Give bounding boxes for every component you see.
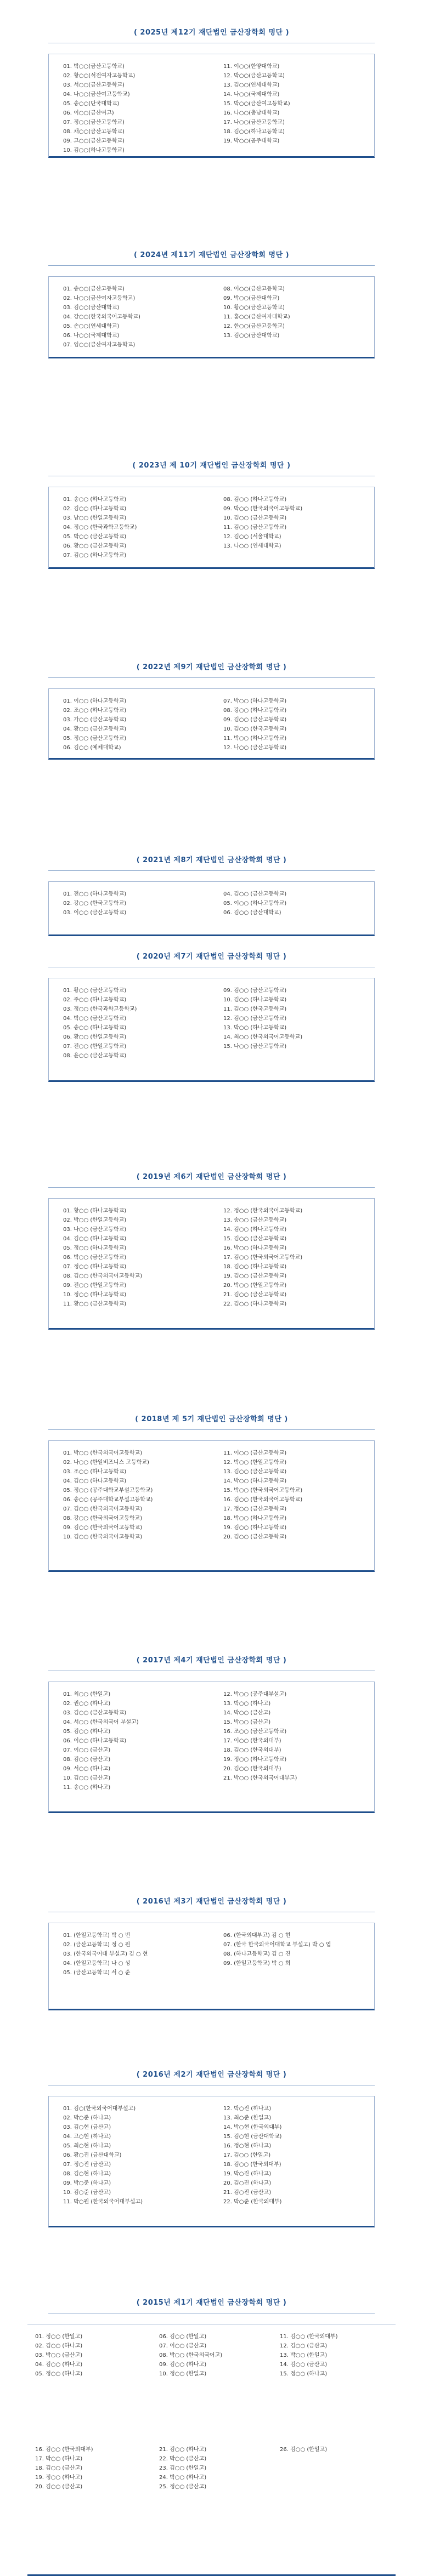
recipient-column-right <box>223 2104 281 2207</box>
list-item: 09. 김○○ (금산고등학교) <box>223 717 287 723</box>
list-item: 11. 이○○(한양대학교) <box>223 64 280 70</box>
list-item: 14. 나○○(국제대학교) <box>223 92 280 98</box>
recipient-box <box>48 487 375 569</box>
list-item: 02. 강○○ (한국고등학교) <box>63 901 127 907</box>
list-item: 14. 최○○ (한국외국어고등학교) <box>223 1034 303 1040</box>
list-item: 14. 박○현 (한국외대부) <box>223 2124 282 2130</box>
list-item: 12. 한○○(금산고등학교) <box>223 323 285 329</box>
list-item: 08. 채○○(금산고등학교) <box>63 129 125 135</box>
recipient-column-left <box>63 284 140 350</box>
list-item: 15. 정○○ (하나고) <box>280 2371 328 2377</box>
list-item: 13. 나○○ (연세대학교) <box>223 543 281 549</box>
list-item: 14. 박○○ (금산고) <box>223 1710 271 1716</box>
list-item: 21. 김○○ (금산고등학교) <box>223 1292 287 1298</box>
list-item: 01. 박○○(금산고등학교) <box>63 64 125 70</box>
recipient-column-left <box>63 1931 148 1977</box>
list-item: 09. 서○○ (하나고) <box>63 1766 111 1772</box>
list-item: 13. 박○○ (하나고) <box>223 1701 271 1707</box>
list-item: 03. 박○○ (금산고) <box>35 2352 83 2358</box>
list-item: 01. 황○○ (하나고등학교) <box>63 1208 127 1214</box>
list-item: 05. 송○○(단국대학교) <box>63 101 120 107</box>
list-item: 21. 박○○ (한국외국어대부고) <box>223 1775 297 1781</box>
list-item: 16. 나○○(충남대학교) <box>223 110 280 116</box>
recipient-column-right <box>223 1690 297 1783</box>
list-item: 11. 김○○ (금산고등학교) <box>223 525 287 531</box>
list-item: 14. 박○○ (하나고등학교) <box>223 1478 287 1484</box>
recipient-box <box>48 881 375 936</box>
list-item: 18. 김○○ (하나고등학교) <box>223 1264 287 1270</box>
list-item: 04. 강○○(한국외국어고등학교) <box>63 314 140 320</box>
list-item: 02. 주○○ (하나고등학교) <box>63 997 127 1003</box>
list-item: 15. 박○○ (금산고) <box>223 1719 271 1725</box>
recipient-column-right <box>223 986 302 1051</box>
list-item: 20. 김○○ (금산고) <box>35 2484 83 2490</box>
list-item: 11. 홍○○(금산여자대학교) <box>223 314 290 320</box>
list-item: 09. 박○○ (한국외국어고등학교) <box>223 506 303 512</box>
list-item: 08. 박○○ (한국외국어고) <box>159 2352 223 2358</box>
list-item: 16. 김○○ (한국외대부) <box>35 2447 93 2453</box>
list-item: 08. 김○○ (하나고등학교) <box>223 497 287 503</box>
list-item: 11. 박○원 (한국외국어대부설고) <box>63 2199 143 2205</box>
recipient-column <box>159 2332 222 2379</box>
list-item: 15. 김○○ (금산고등학교) <box>223 1236 287 1242</box>
list-item: 03. 김○○(금산대학교) <box>63 305 120 311</box>
recipient-column-right <box>223 62 290 146</box>
section-title: ( 2020년 제7기 재단법인 금산장학회 명단 ) <box>136 953 287 961</box>
list-item: 16. 정○현 (하나고) <box>223 2143 272 2149</box>
list-item: 01. 황○○ (금산고등학교) <box>63 988 127 994</box>
list-item: 06. 이○○ (하나고등학교) <box>63 1738 127 1744</box>
list-item: 01. 송○○ (하나고등학교) <box>63 497 127 503</box>
list-item: 13. 김○○(금산대학교) <box>223 333 280 339</box>
recipient-box <box>48 1198 375 1330</box>
title-divider <box>48 870 375 871</box>
list-item: 03. 나○○ (금산고등학교) <box>63 1227 127 1233</box>
list-item: 02. 김○○ (하나고) <box>35 2343 83 2349</box>
list-item: 20. 김○진 (하나고) <box>223 2180 272 2186</box>
list-item: 13. 김○○(연세대학교) <box>223 82 280 88</box>
list-item: 07. 김○○ (하나고등학교) <box>63 552 127 558</box>
list-item: 05. 이○○ (하나고등학교) <box>223 901 287 907</box>
list-item: 05. 정○○ (하나고) <box>35 2371 83 2377</box>
list-item: 07. (한국 한국외국어대학교 부설고) 박 ○ 엽 <box>223 1942 331 1948</box>
list-item: 11. 김○○ (한국외대부) <box>280 2334 338 2340</box>
list-item: 04. 고○현 (하나고) <box>63 2134 111 2140</box>
title-divider <box>48 1429 375 1430</box>
list-item: 26. 김○○ (한일고) <box>280 2447 328 2453</box>
list-item: 16. 박○○ (하나고등학교) <box>223 1245 287 1251</box>
list-item: 18. 김○○(하나고등학교) <box>223 129 285 135</box>
list-item: 17. 김○○ (한일고) <box>223 2152 271 2158</box>
list-item: 17. 김○○ (한국외국어고등학교) <box>223 1255 303 1261</box>
list-item: 02. 김○○ (하나고등학교) <box>63 506 127 512</box>
list-item: 21. 김○○ (하나고) <box>159 2447 207 2453</box>
list-item: 01. (한일고등학교) 박 ○ 빈 <box>63 1933 131 1939</box>
section-title: ( 2016년 제2기 재단법인 금산장학회 명단 ) <box>136 2071 287 2079</box>
list-item: 06. 이○○(금산여고) <box>63 110 114 116</box>
list-item: 08. 윤○○ (금산고등학교) <box>63 1053 127 1059</box>
section-title: ( 2019년 제6기 재단법인 금산장학회 명단 ) <box>136 1173 287 1181</box>
list-item: 13. 송○○ (금산고등학교) <box>223 1217 287 1223</box>
list-item: 09. 박○준 (하나고) <box>63 2180 111 2186</box>
list-item: 03. 정○○ (한국과학고등학교) <box>63 1006 137 1012</box>
title-divider <box>48 1187 375 1188</box>
list-item: 06. 황○○ (금산고등학교) <box>63 543 127 549</box>
list-item: 12. 박○○(금산고등학교) <box>223 73 285 79</box>
list-item: 06. 김○○ (금산대학교) <box>223 910 281 916</box>
list-item: 08. 강○○ (하나고등학교) <box>223 708 287 714</box>
recipient-column <box>280 2332 337 2379</box>
recipient-column <box>35 2445 93 2492</box>
list-item: 05. 정○○ (공주대학교부설고등학교) <box>63 1488 153 1494</box>
list-item: 18. 김○○ (한국외대부) <box>223 1747 281 1753</box>
section-title: ( 2016년 제3기 재단법인 금산장학회 명단 ) <box>136 1897 287 1906</box>
list-item: 15. 김○현 (금산대학교) <box>223 2134 282 2140</box>
list-item: 05. 정○○ (금산고등학교) <box>63 736 127 742</box>
list-item: 07. 이○○ (금산고) <box>159 2343 207 2349</box>
recipient-column-left <box>63 1449 153 1542</box>
list-item: 04. 김○○ (하나고등학교) <box>63 1236 127 1242</box>
list-item: 02. 박○준 (하나고) <box>63 2115 111 2121</box>
list-item: 03. 서○○(금산고등학교) <box>63 82 125 88</box>
list-item: 15. 박○○(금산여고등학교) <box>223 101 290 107</box>
list-item: 18. 김○○ (한국외대부) <box>223 2162 281 2168</box>
list-item: 17. 박○○ (하나고) <box>35 2456 83 2462</box>
recipient-box <box>48 1440 375 1572</box>
section-title: ( 2023년 제 10기 재단법인 금산장학회 명단 ) <box>132 461 291 470</box>
list-item: 02. 나○○ (한일비즈니스 고등학교) <box>63 1460 149 1466</box>
list-item: 08. 김○현 (하나고) <box>63 2171 111 2177</box>
recipient-box <box>48 978 375 1082</box>
list-item: 01. 최○○ (한일고) <box>63 1691 111 1697</box>
list-item: 21. 김○진 (금산고) <box>223 2190 272 2196</box>
list-item: 05. 박○○ (금산고등학교) <box>63 534 127 540</box>
list-item: 12. 김○○ (금산고) <box>280 2343 328 2349</box>
section-title: ( 2017년 제4기 재단법인 금산장학회 명단 ) <box>136 1656 287 1665</box>
list-item: 01. 정○○ (한일고) <box>35 2334 83 2340</box>
list-item: 20. 김○○ (금산고등학교) <box>223 1534 287 1540</box>
list-item: 01. 이○○ (하나고등학교) <box>63 698 127 704</box>
list-item: 04. (한일고등학교) 나 ○ 성 <box>63 1961 131 1967</box>
list-item: 07. 박○○ (하나고등학교) <box>223 698 287 704</box>
list-item: 17. 정○○ (금산고등학교) <box>223 1506 287 1512</box>
list-item: 12. 박○○ (한일고등학교) <box>223 1460 287 1466</box>
list-item: 18. 김○○ (금산고) <box>35 2465 83 2471</box>
section-title: ( 2018년 제 5기 재단법인 금산장학회 명단 ) <box>135 1415 288 1423</box>
list-item: 09. 전○○ (한일고등학교) <box>63 1283 127 1289</box>
recipient-column-left <box>63 986 137 1061</box>
list-item: 01. 김○(한국외국어대부설고) <box>63 2106 136 2112</box>
section-title: ( 2015년 제1기 재단법인 금산장학회 명단 ) <box>136 2299 287 2307</box>
list-item: 05. 손○○(연세대학교) <box>63 323 120 329</box>
list-item: 10. 김○○ (금산고) <box>63 1775 111 1781</box>
recipient-column-left <box>63 1206 142 1309</box>
recipient-column-right <box>223 1931 331 1968</box>
list-item: 04. 서○○ (한국외국어 부설고) <box>63 1719 139 1725</box>
recipient-box <box>48 276 375 358</box>
list-item: 04. 김○○ (금산고등학교) <box>223 891 287 897</box>
list-item: 09. 김○○ (하나고) <box>159 2362 207 2368</box>
list-item: 09. (한일고등학교) 박 ○ 희 <box>223 1961 291 1967</box>
list-item: 20. 김○○ (한국외대부) <box>223 1766 281 1772</box>
recipient-column-right <box>223 890 286 917</box>
list-item: 10. 정○○ (하나고등학교) <box>63 1292 127 1298</box>
recipient-column-right <box>223 697 286 753</box>
section-title: ( 2021년 제8기 재단법인 금산장학회 명단 ) <box>136 856 287 864</box>
list-item: 05. (금산고등학교) 서 ○ 준 <box>63 1970 131 1976</box>
list-item: 10. 김○준 (금산고) <box>63 2190 111 2196</box>
list-item: 03. 김○현 (금산고) <box>63 2124 111 2130</box>
list-item: 03. 가○○ (금산고등학교) <box>63 717 127 723</box>
list-item: 06. 박○○ (금산고등학교) <box>63 1255 127 1261</box>
list-item: 14. 김○○ (금산고) <box>280 2362 328 2368</box>
recipient-column-right <box>223 1206 302 1309</box>
list-item: 25. 정○○ (금산고) <box>159 2484 207 2490</box>
list-item: 16. 김○○ (한국외국어고등학교) <box>223 1497 303 1503</box>
list-item: 11. 이○○ (금산고등학교) <box>223 1450 287 1456</box>
list-item: 13. 최○준 (한일고) <box>223 2115 272 2121</box>
list-item: 07. 임○○(금산여자고등학교) <box>63 342 136 348</box>
list-item: 12. 김○○ (서울대학교) <box>223 534 281 540</box>
list-item: 08. (하나고등학교) 김 ○ 진 <box>223 1951 291 1957</box>
list-item: 13. 박○○ (하나고등학교) <box>223 1025 287 1031</box>
recipient-column-right <box>223 495 302 551</box>
list-item: 02. (금산고등학교) 정 ○ 원 <box>63 1942 131 1948</box>
list-item: 19. 김○○ (하나고등학교) <box>223 1525 287 1531</box>
list-item: 12. 나○○ (금산고등학교) <box>223 745 287 751</box>
list-item: 13. 박○○ (한일고) <box>280 2352 328 2358</box>
list-item: 02. 황○○(석전여자고등학교) <box>63 73 136 79</box>
list-item: 14. 김○○ (하나고등학교) <box>223 1227 287 1233</box>
list-item: 04. 황○○ (금산고등학교) <box>63 726 127 732</box>
list-item: 03. 남○○ (한일고등학교) <box>63 515 127 521</box>
list-item: 07. 정○○ (하나고등학교) <box>63 1264 127 1270</box>
list-item: 22. 박○○ (금산고) <box>159 2456 207 2462</box>
list-item: 01. 송○○(금산고등학교) <box>63 286 125 292</box>
recipient-box <box>27 2324 396 2576</box>
list-item: 03. (한국외국어대 부설고) 김 ○ 현 <box>63 1951 148 1957</box>
recipient-column-left <box>63 495 137 560</box>
section-title: ( 2022년 제9기 재단법인 금산장학회 명단 ) <box>136 663 287 671</box>
recipient-column <box>159 2445 206 2492</box>
section-title: ( 2025년 제12기 재단법인 금산장학회 명단 ) <box>133 29 290 37</box>
recipient-column-left <box>63 697 126 753</box>
list-item: 09. 고○○(금산고등학교) <box>63 138 125 144</box>
list-item: 07. 김○○ (한국외국어고등학교) <box>63 1506 143 1512</box>
list-item: 19. 박○진 (하나고) <box>223 2171 272 2177</box>
recipient-column <box>35 2332 82 2379</box>
list-item: 10. 김○○ (한국외국어고등학교) <box>63 1534 143 1540</box>
list-item: 11. 김○○ (한국고등학교) <box>223 1006 287 1012</box>
recipient-box <box>48 54 375 158</box>
list-item: 11. 송○○ (하나고) <box>63 1785 111 1791</box>
list-item: 04. 정○○ (한국과학고등학교) <box>63 525 137 531</box>
list-item: 01. 전○○ (하나고등학교) <box>63 891 127 897</box>
list-item: 06. 황○진 (금산대학교) <box>63 2152 122 2158</box>
list-item: 17. 이○○ (한국외대부) <box>223 1738 281 1744</box>
list-item: 13. 김○○ (금산고등학교) <box>223 1469 287 1475</box>
list-item: 10. 황○○(금산고등학교) <box>223 305 285 311</box>
list-item: 03. 조○○ (하나고등학교) <box>63 1469 127 1475</box>
list-item: 12. 김○○ (금산고등학교) <box>223 1016 287 1022</box>
recipient-box <box>48 2096 375 2227</box>
recipient-column-left <box>63 1690 139 1792</box>
list-item: 07. 전○○ (한일고등학교) <box>63 1044 127 1050</box>
list-item: 10. 김○○ (한국고등학교) <box>223 726 287 732</box>
list-item: 02. 나○○(금산여자고등학교) <box>63 295 136 301</box>
list-item: 15. 박○○ (한국외국어고등학교) <box>223 1488 303 1494</box>
title-divider <box>48 265 375 266</box>
list-item: 19. 박○○(공주대학교) <box>223 138 280 144</box>
list-item: 19. 정○○ (하나고) <box>35 2475 83 2481</box>
list-item: 07. 정○진 (금산고) <box>63 2162 111 2168</box>
recipient-box <box>48 1682 375 1813</box>
list-item: 08. 김○○ (한국외국어고등학교) <box>63 1273 143 1279</box>
list-item: 02. 권○○ (하나고) <box>63 1701 111 1707</box>
recipient-column-right <box>223 284 290 340</box>
list-item: 24. 박○○ (하나고) <box>159 2475 207 2481</box>
recipient-column-right <box>223 1449 302 1542</box>
list-item: 07. 정○○(금산고등학교) <box>63 119 125 126</box>
list-item: 06. (한국외대부고) 김 ○ 현 <box>223 1933 291 1939</box>
list-item: 10. 김○○ (하나고등학교) <box>223 997 287 1003</box>
list-item: 01. 박○○ (한국외국어고등학교) <box>63 1450 143 1456</box>
list-item: 05. 김○○ (하나고) <box>63 1729 111 1735</box>
list-item: 16. 조○○ (금산고등학교) <box>223 1729 287 1735</box>
list-item: 04. 김○○ (하나고) <box>35 2362 83 2368</box>
list-item: 23. 김○○ (한일고) <box>159 2465 207 2471</box>
list-item: 19. 김○○ (금산고등학교) <box>223 1273 287 1279</box>
list-item: 10. 김○○(하나고등학교) <box>63 147 125 153</box>
list-item: 03. 이○○ (금산고등학교) <box>63 910 127 916</box>
list-item: 05. 정○○ (하나고등학교) <box>63 1245 127 1251</box>
list-item: 08. 김○○ (금산고) <box>63 1757 111 1763</box>
list-item: 02. 조○○ (하나고등학교) <box>63 708 127 714</box>
list-item: 11. 황○○ (금산고등학교) <box>63 1301 127 1307</box>
recipient-column-left <box>63 62 135 155</box>
list-item: 06. 김○○ (한일고) <box>159 2334 207 2340</box>
list-item: 08. 강○○ (한국외국어고등학교) <box>63 1515 143 1521</box>
list-item: 10. 김○○ (금산고등학교) <box>223 515 287 521</box>
list-item: 09. 김○○ (금산고등학교) <box>223 988 287 994</box>
list-item: 05. 송○○ (하나고등학교) <box>63 1025 127 1031</box>
list-item: 15. 나○○ (금산고등학교) <box>223 1044 287 1050</box>
list-item: 22. 박○준 (한국외대부) <box>223 2199 282 2205</box>
list-item: 12. 박○진 (하나고) <box>223 2106 272 2112</box>
list-item: 22. 김○○ (하나고등학교) <box>223 1301 287 1307</box>
recipient-column-left <box>63 2104 143 2207</box>
list-item: 17. 나○○(금산고등학교) <box>223 119 285 126</box>
list-item: 18. 박○○ (하나고등학교) <box>223 1515 287 1521</box>
recipient-box <box>48 688 375 760</box>
list-item: 09. 박○○(금산대학교) <box>223 295 280 301</box>
list-item: 04. 박○○ (금산고등학교) <box>63 1016 127 1022</box>
list-item: 05. 최○현 (하나고) <box>63 2143 111 2149</box>
section-title: ( 2024년 제11기 재단법인 금산장학회 명단 ) <box>133 251 290 259</box>
list-item: 09. 김○○ (한국외국어고등학교) <box>63 1525 143 1531</box>
list-item: 08. 이○○(금산고등학교) <box>223 286 285 292</box>
list-item: 10. 정○○ (한일고) <box>159 2371 207 2377</box>
list-item: 04. 김○○ (하나고등학교) <box>63 1478 127 1484</box>
recipient-column-left <box>63 890 126 917</box>
list-item: 04. 나○○(금산여고등학교) <box>63 92 130 98</box>
list-item: 20. 박○○ (한일고등학교) <box>223 1283 287 1289</box>
list-item: 06. 김○○ (예체대학교) <box>63 745 121 751</box>
list-item: 07. 이○○ (금산고) <box>63 1747 111 1753</box>
list-item: 12. 정○○ (한국외국어고등학교) <box>223 1208 303 1214</box>
list-item: 03. 김○○ (금산고등학교) <box>63 1710 127 1716</box>
list-item: 19. 정○○ (하나고등학교) <box>223 1757 287 1763</box>
list-item: 11. 박○○ (하나고등학교) <box>223 736 287 742</box>
list-item: 06. 나○○(국제대학교) <box>63 333 120 339</box>
list-item: 06. 송○○ (공주대학교부설고등학교) <box>63 1497 153 1503</box>
title-divider <box>48 677 375 678</box>
list-item: 02. 박○○ (한일고등학교) <box>63 1217 127 1223</box>
recipient-box <box>48 1923 375 2010</box>
recipient-column <box>280 2445 327 2454</box>
list-item: 12. 박○○ (공주대부설고) <box>223 1691 287 1697</box>
list-item: 06. 황○○ (한일고등학교) <box>63 1034 127 1040</box>
